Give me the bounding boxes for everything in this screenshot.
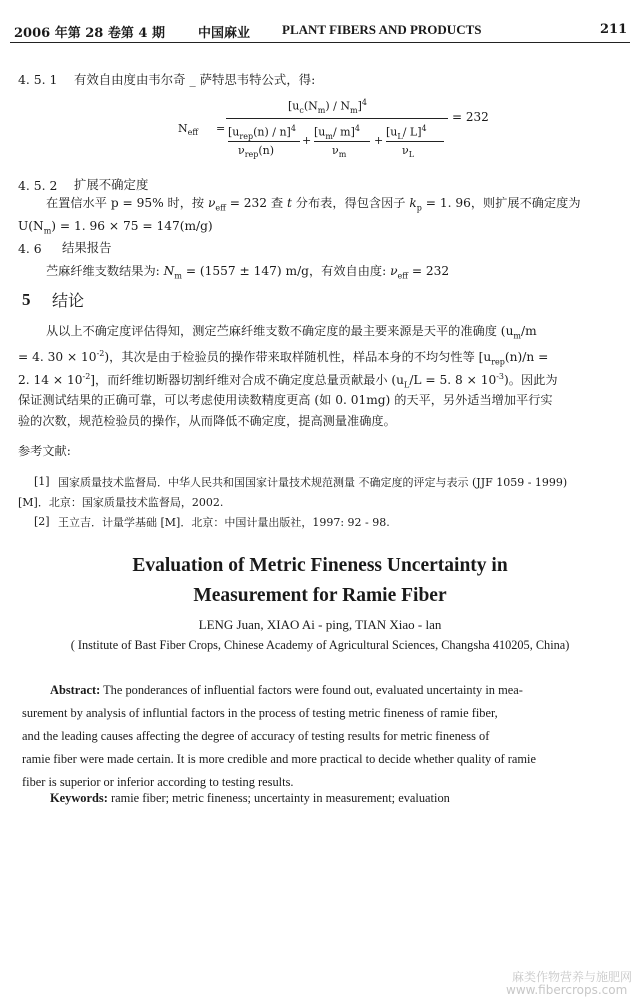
- section-5-title: 结论: [52, 291, 85, 310]
- eq-term1-num: $[u_{rep}(n) / n]^4$: [228, 124, 296, 141]
- eq-term1-den: $\nu_{rep}(n)$: [238, 144, 275, 160]
- eq-term2-num: [$u_m/$ m]$^4$: [314, 124, 361, 141]
- page-number: 211: [600, 22, 628, 37]
- section-46-title: 结果报告: [62, 240, 112, 255]
- header-rule: [10, 42, 630, 43]
- eq-term2-den: $\nu_m$: [332, 144, 347, 160]
- english-title-line-2: Measurement for Ramie Fiber: [193, 585, 447, 606]
- watermark-line-1: 麻类作物营养与施肥网: [512, 970, 633, 984]
- eq-result: = 232: [452, 110, 489, 124]
- abstract-line-1: The ponderances of influential factors were found out, evaluated uncertainty in mea-: [103, 683, 523, 697]
- section-452-line2: $U(N_m) = 1$. 96 × 75 = 147(m/g): [18, 219, 213, 236]
- abstract-line-5: fiber is superior or inferior according to testing results.: [22, 775, 294, 789]
- references-heading: 参考文献:: [18, 444, 71, 458]
- keywords-label: Keywords:: [50, 791, 108, 805]
- eq-term3-den: $\nu_L$: [402, 144, 414, 160]
- eq-plus-2: +: [374, 134, 384, 147]
- abstract-line-2: surement by analysis of influntial factors in the process of testing metric fineness of ramie fiber,: [22, 706, 498, 720]
- ref2-number: [2]: [34, 515, 50, 528]
- journal-page: 2006 年第 28 卷第 4 期 中国麻业 PLANT FIBERS AND PRODUCTS 211 4. 5. 1 有效自由度由韦尔奇 _ 萨特思韦特公式，得: $N_{eff}$ = $[u_c(N_m) / N_m]^4$ $[u_{rep}(n) / n]^4$ $\nu_{rep}(n)$ + [$u_m/$ m]$^4$ $\nu_m$ + [$u_L/$ L]$^4$ $\nu_L$ = 232 4. 5. 2 扩展不确定度 在置信水平 p = 95% 时，按 $\nu_{eff} = 232$ 查 t 分布表，得包含因子 $k_p = 1$. 96，则扩展不确定度为 $U(N_m) = 1$. 96 × 75 = 147(m/g) 4. 6 结果报告 苎麻纤维支数结果为: $N_m = (1557 \pm 147)$ m/g，有效自由度: $\nu_{eff} = 232$ 5 结论 从以上不确定度评估得知，测定苎麻纤维支数不确定度的最主要来源是天平的准确度 ($u_m/m$ = 4. $30 \times 10^{-2}$)，其次是由于检验员的操作带来取样随机性，样品本身的不均匀性等 [$u_{rep}(n)/n$ = 2. $14 \times 10^{-2}$]，而纤维切断器切割纤维对合成不确定度总量贡献最小 ($u_L/L = 5$. $8 \times 10^{-3}$)。因此为 保证测试结果的正确可靠，可以考虑使用读数精度更高 (如 0. 01mg) 的天平，另外适当增加平行实 验的次数，规范检验员的操作，从而降低不确定度，提高测量准确度。 参考文献: [1] 国家质量技术监督局．中华人民共和国国家计量技术规范测量 不确定度的评定与表示 (JJF 1059 - 1999) [M]．北京：国家质量技术监督局，2002. [2] 王立吉．计量学基础 [M]．北京：中国计量出版社，1997: 92 - 98. Evaluation of Metric Fineness Uncertainty in Measurement for Ramie Fiber LENG Juan, XIAO Ai - ping, TIAN Xiao - lan ( Institute of Bast Fiber Crops, Chinese Academy of Agricultural Sciences, Changsha 410205, China) Abstract: The ponderances of influential factors were found out, evaluated uncertainty in mea- surement by analysis of influntial factors in the process of testing metric fineness of ramie fiber, and the leading causes affecting the degree of accuracy of testing results for metric fineness of ramie fiber were made certain. It is more credible and more practical to decide whether quality of ramie fiber is superior or inferior according to testing results. Keywords: ramie fiber; metric fineness; uncertainty in measurement; evaluation 麻类作物营养与施肥网 www.fibercrops.com: [0, 0, 640, 1000]
- eq-term3-num: [$u_L/$ L]$^4$: [386, 124, 427, 141]
- abstract-line-3: and the leading causes affecting the degree of accuracy of testing results for metric fineness of: [22, 729, 490, 743]
- english-affiliation: ( Institute of Bast Fiber Crops, Chinese Academy of Agricultural Sciences, Changsha 410205, China): [70, 638, 570, 652]
- eq-numerator: $[u_c(N_m) / N_m]^4$: [288, 98, 367, 115]
- abstract-line-4: ramie fiber were made certain. It is more credible and more practical to decide whether quality of ramie: [22, 752, 536, 766]
- eq-main-fraction-bar: [226, 118, 448, 119]
- section-5-number: 5: [22, 290, 31, 309]
- watermark-line-2: www.fibercrops.com: [506, 983, 628, 997]
- english-authors: LENG Juan, XIAO Ai - ping, TIAN Xiao - lan: [198, 617, 442, 632]
- ref1-line2: [M]．北京：国家质量技术监督局，2002.: [18, 496, 224, 509]
- conclusion-line-1: 从以上不确定度评估得知，测定苎麻纤维支数不确定度的最主要来源是天平的准确度 ($u_m/m$: [46, 324, 537, 341]
- eq-term3-bar: [386, 141, 444, 142]
- section-451-text: 有效自由度由韦尔奇 _ 萨特思韦特公式，得:: [74, 72, 316, 87]
- ref1-line1: 国家质量技术监督局．中华人民共和国国家计量技术规范测量 不确定度的评定与表示 (JJF 1059 - 1999): [58, 476, 568, 489]
- section-452-number: 4. 5. 2: [18, 178, 58, 193]
- conclusion-line-2: = 4. $30 \times 10^{-2}$)，其次是由于检验员的操作带来取样随机性，样品本身的不均匀性等 [$u_{rep}(n)/n$ =: [18, 349, 549, 367]
- section-46-result: 苎麻纤维支数结果为: $N_m = (1557 \pm 147)$ m/g，有效自由度: $\nu_{eff} = 232$: [46, 264, 450, 281]
- eq-term1-bar: [228, 141, 300, 142]
- conclusion-line-3: 2. $14 \times 10^{-2}$]，而纤维切断器切割纤维对合成不确定度总量贡献最小 ($u_L/L = 5$. $8 \times 10^{-3}$)。因此为: [18, 372, 558, 390]
- eq-plus-1: +: [302, 134, 312, 147]
- section-46-number: 4. 6: [18, 241, 42, 256]
- eq-term2-bar: [314, 141, 370, 142]
- section-452-line1: 在置信水平 p = 95% 时，按 $\nu_{eff} = 232$ 查 t 分布表，得包含因子 $k_p = 1$. 96，则扩展不确定度为: [46, 196, 581, 213]
- eq-lhs-sub: eff: [187, 128, 199, 138]
- section-452-title: 扩展不确定度: [74, 177, 149, 192]
- conclusion-line-5: 验的次数，规范检验员的操作，从而降低不确定度，提高测量准确度。: [18, 414, 396, 428]
- english-title-line-1: Evaluation of Metric Fineness Uncertainty in: [132, 555, 508, 576]
- conclusion-line-4: 保证测试结果的正确可靠，可以考虑使用读数精度更高 (如 0. 01mg) 的天平，另外适当增加平行实: [18, 393, 553, 407]
- english-abstract: [22, 679, 624, 794]
- journal-name-en: PLANT FIBERS AND PRODUCTS: [282, 22, 482, 37]
- abstract-label: Abstract:: [50, 683, 101, 697]
- english-keywords: [50, 791, 450, 806]
- keywords-text: ramie fiber; metric fineness; uncertainty in measurement; evaluation: [110, 791, 450, 805]
- journal-name-cn: 中国麻业: [198, 26, 251, 41]
- issue-info: 2006 年第 28 卷第 4 期: [14, 26, 165, 41]
- eq-lhs: N: [178, 122, 188, 135]
- ref1-number: [1]: [34, 475, 50, 488]
- ref2-line1: 王立吉．计量学基础 [M]．北京：中国计量出版社，1997: 92 - 98.: [58, 516, 390, 529]
- section-451-number: 4. 5. 1: [18, 72, 58, 87]
